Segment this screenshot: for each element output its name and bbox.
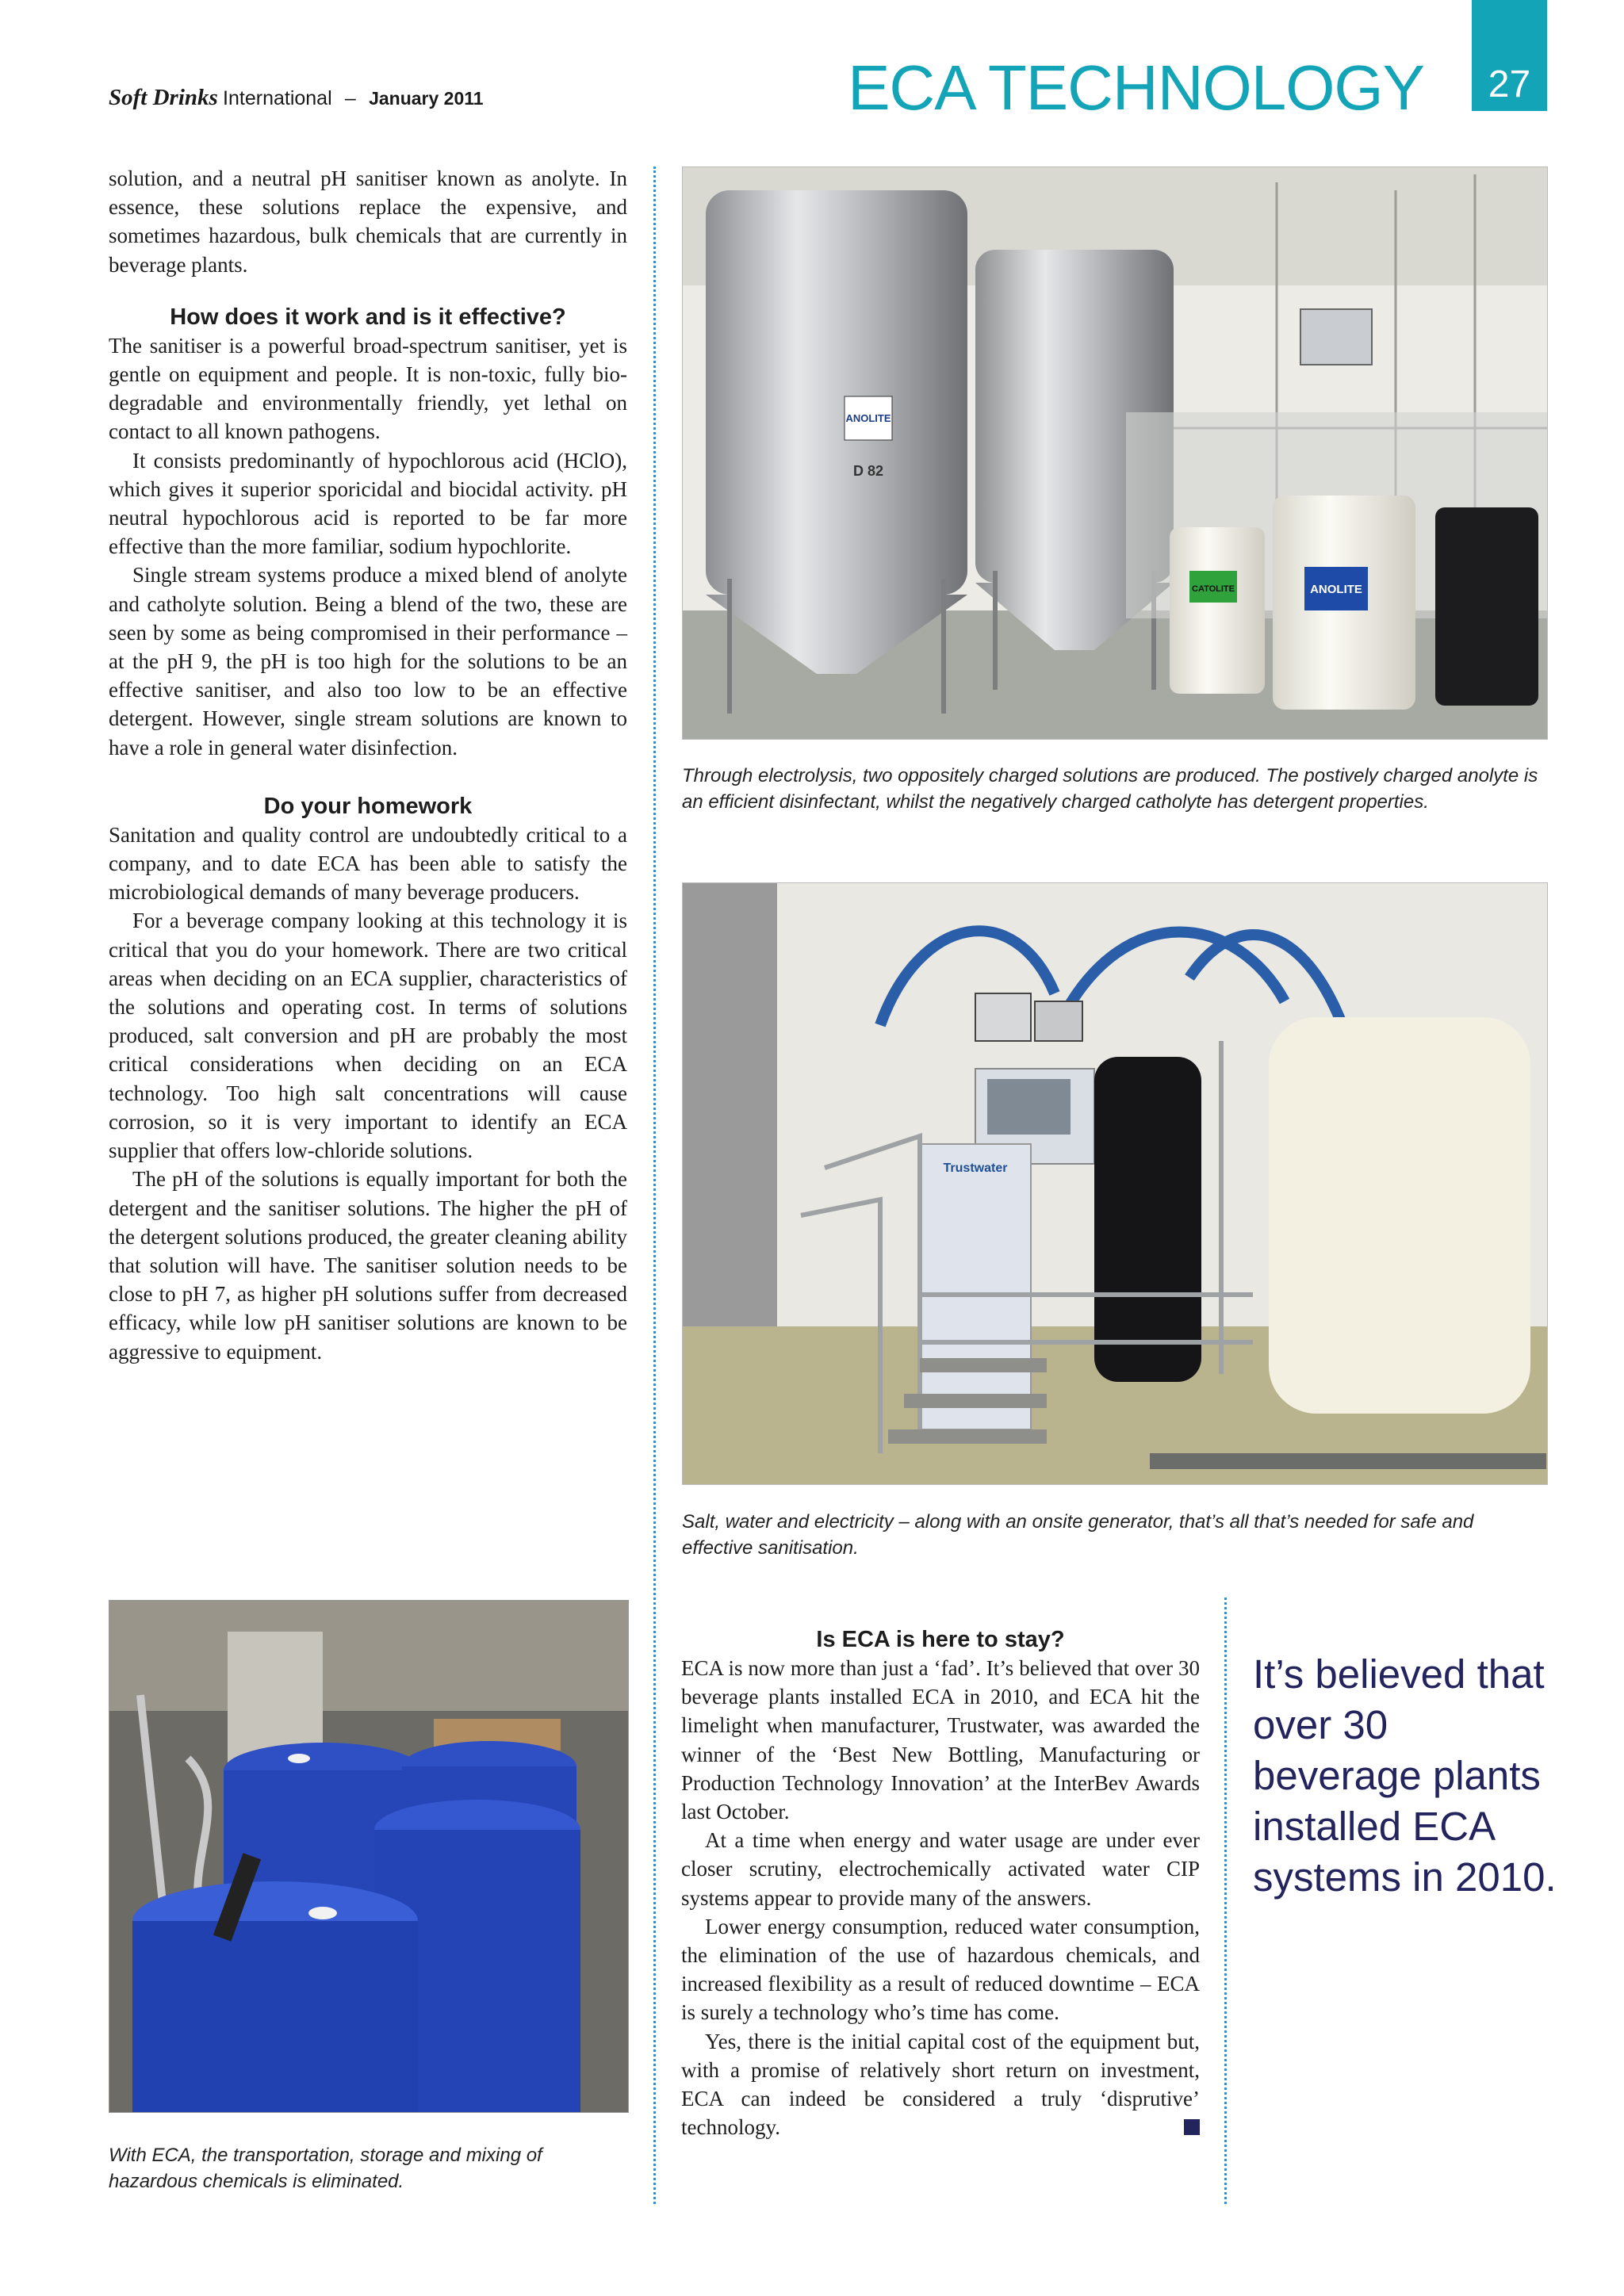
tank-id: D 82	[852, 463, 884, 479]
caption-tanks: Through electrolysis, two oppositely charged solutions are produced. The postively charged anolyte is an efficient disinfectant, whilst the negatively charged catholyte has detergent properties.	[682, 765, 1538, 813]
column-divider	[1224, 1598, 1227, 2204]
paragraph: At a time when energy and water usage are under ever closer scrutiny, electrochemically activated water CIP systems appear to provide many of the answers.	[681, 1828, 1200, 1910]
header-separator: –	[344, 87, 356, 109]
tank-label: CATOLITE	[1192, 584, 1235, 594]
magazine-suffix: International	[223, 87, 332, 109]
tanks-illustration	[682, 166, 1548, 740]
page-number-tab	[1472, 0, 1547, 111]
section-title: ECA TECHNOLOGY	[848, 52, 1424, 123]
paragraph: The pH of the solutions is equally important for both the detergent and the sanitiser solutions. The higher the pH of the detergent solutions produced, the greater cleaning ability that solution will have. The sanitiser solution needs to be close to pH 7, as higher pH solutions suffer from decreased efficacy, while low pH sanitiser solutions are known to be aggressive to equipment.	[109, 1167, 627, 1364]
tank-label: ANOLITE	[845, 412, 891, 424]
page-number: 27	[1488, 63, 1531, 105]
photo-tanks	[682, 166, 1548, 740]
tank-label: ANOLITE	[1310, 583, 1362, 596]
caption-drums: With ECA, the transportation, storage and mixing of hazardous chemicals is eliminated.	[109, 2145, 542, 2192]
paragraph: Lower energy consumption, reduced water consumption, the elimination of the use of hazardous chemicals, and increased flexibility as a result of reduced downtime – ECA is surely a technology who’s time has come.	[681, 1914, 1200, 2025]
middle-article-column	[681, 1625, 1200, 2141]
issue-date: January 2011	[369, 88, 484, 109]
pull-quote: It’s believed that over 30 beverage plants installed ECA systems in 2010.	[1253, 1651, 1557, 1900]
left-article-column	[109, 164, 627, 1366]
magazine-name: Soft Drinks	[109, 85, 218, 110]
drums-illustration	[109, 1600, 629, 2113]
generator-illustration	[682, 882, 1548, 1485]
column-divider	[653, 166, 656, 2204]
paragraph-text: Yes, there is the initial capital cost of the equipment but, with a promise of relatively short return on investment, ECA can indeed be considered a truly ‘disprutive’ technology.	[681, 2029, 1200, 2140]
photo-generator	[682, 882, 1548, 1485]
paragraph: For a beverage company looking at this technology it is critical that you do your homework. There are two critical areas when deciding on an ECA supplier, characteristics of the solutions and operating cost. In terms of solutions produced, salt conversion and pH are probably the most critical considerations when deciding on an ECA technology. Too high salt concentrations will cause corrosion, so it is very important to identify an ECA supplier that offers low-chloride solutions.	[109, 909, 627, 1163]
paragraph: The sanitiser is a powerful broad-spectrum sanitiser, yet is gentle on equipment and people. It is non-toxic, fully bio-degradable and environmentally friendly, yet lethal on contact to all known pathogens.	[109, 333, 627, 444]
publication-line	[109, 86, 484, 111]
paragraph: It consists predominantly of hypochlorous acid (HClO), which gives it superior sporicidal and biocidal activity. pH neutral hypochlorous acid is reported to be far more effective than the more familiar, sodium hypochlorite.	[109, 448, 627, 559]
subheading-how-it-works: How does it work and is it effective?	[170, 304, 566, 330]
paragraph: ECA is now more than just a ‘fad’. It’s believed that over 30 beverage plants installed ECA in 2010, and ECA hit the limelight when manufacturer, Trustwater, was awarded the winner of the ‘Best New Bottling, Manufacturing or Production Technology Innovation’ at the InterBev Awards last October.	[681, 1656, 1200, 1824]
subheading-here-to-stay: Is ECA is here to stay?	[816, 1627, 1065, 1652]
subheading-homework: Do your homework	[263, 793, 473, 819]
paragraph: Single stream systems produce a mixed blend of anolyte and catholyte solution. Being a blend of the two, these are seen by some as being compromised in their performance – at the pH 9, the pH is too high for the solutions to be an effective sanitiser, and also too low to be an effective detergent. However, single stream solutions are known to have a role in general water disinfection.	[109, 563, 627, 760]
brand-label: Trustwater	[943, 1161, 1008, 1175]
photo-drums	[109, 1600, 629, 2113]
caption-generator: Salt, water and electricity – along with an onsite generator, that’s all that’s needed for safe and effective sanitisation.	[682, 1511, 1474, 1559]
paragraph: Sanitation and quality control are undoubtedly critical to a company, and to date ECA has been able to satisfy the microbiological demands of many beverage producers.	[109, 822, 627, 905]
intro-paragraph: solution, and a neutral pH sanitiser known as anolyte. In essence, these solutions replace the expensive, and sometimes hazardous, bulk chemicals that are currently in beverage plants.	[109, 166, 627, 277]
paragraph-final	[681, 2027, 1200, 2142]
end-mark-icon	[1184, 2119, 1200, 2135]
